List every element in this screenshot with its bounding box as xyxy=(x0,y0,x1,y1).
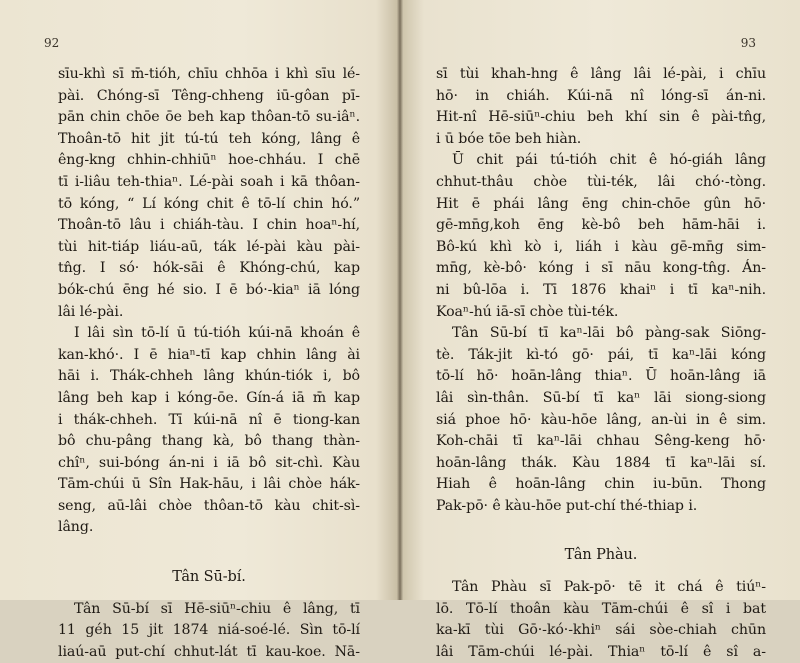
text-line: lâng beh kap i kóng-ōe. Gín-á iā m̄ kap xyxy=(58,389,360,406)
text-line: bô chu-pâng thang kà, bô thang thàn- xyxy=(58,433,360,450)
text-line: tùi hit-tiáp liáu-aū, ták lé-pài kàu pài- xyxy=(58,238,360,255)
text-line: lâi lé-pài. xyxy=(58,303,124,320)
section-heading: Tân Phàu. xyxy=(564,547,638,564)
text-line: lâi Tām-chúi lé-pài. Thiaⁿ tō-lí ê sî a- xyxy=(436,643,766,660)
text-line: tō kóng, “ Lí kóng chit ê tō-lí chin hó.” xyxy=(58,195,360,212)
spacer xyxy=(436,517,766,529)
text-line: tō-lí hō· hoān-lâng thiaⁿ. Ū hoān-lâng iā xyxy=(436,368,766,385)
text-line: tn̂g. I só· hók-sāi ê Khóng-chú, kap xyxy=(58,260,360,277)
right-page-text xyxy=(436,64,766,663)
section-heading: Tân Sū-bí. xyxy=(172,569,246,586)
page-number-left: 92 xyxy=(44,36,60,50)
text-line: Hit-nî Hē-siūⁿ-chiu beh khí sin ê pài-tn̂g, xyxy=(436,109,766,126)
text-line: Koaⁿ-hú iā-sī chòe tùi-ték. xyxy=(436,303,619,320)
text-line: seng, aū-lâi chòe thôan-tō kàu chit-sì- xyxy=(58,497,360,514)
text-line: gē-mn̄g,koh ēng kè-bô beh hām-hāi i. xyxy=(436,217,766,234)
text-line: Pak-pō· ê kàu-hōe put-chí thé-thiap i. xyxy=(436,497,698,514)
text-line: Ū chit pái tú-tióh chit ê hó-giáh lâng xyxy=(452,152,766,169)
text-line: Tân Phàu sī Pak-pō· tē it chá ê tiúⁿ- xyxy=(452,579,766,596)
spacer xyxy=(58,539,360,551)
text-line: tī i-liâu teh-thiaⁿ. Lé-pài soah i kā thôan- xyxy=(58,173,360,190)
text-line: Bô-kú khì kò i, liáh i kàu gē-mn̄g sim- xyxy=(436,238,766,255)
text-line: hō· in chiáh. Kúi-nā nî lóng-sī án-ni. xyxy=(436,87,766,104)
text-line: Tân Sū-bí tī kaⁿ-lāi bô pàng-sak Siōng- xyxy=(452,325,766,342)
text-line: ka-kī tùi Gō·-kó·-khiⁿ sái sòe-chiah chūn xyxy=(436,622,766,639)
text-line: tè. Ták-ji̍t kì-tó gō· pái, tī kaⁿ-lāi kóng xyxy=(436,346,766,363)
text-line: mn̄g, kè-bô· kóng i sī nāu kong-tn̂g. Án- xyxy=(436,260,766,277)
text-line: liaú-aū put-chí chhut-lát tī kau-koe. Nā- xyxy=(58,643,360,660)
text-line: lâi sìn-thân. Sū-bí tī kaⁿ lāi siong-siong xyxy=(436,389,766,406)
text-line: i thák-chheh. Tī kúi-nā nî ē tiong-kan xyxy=(58,411,360,428)
text-line: hāi i. Thák-chheh lâng khún-tiók i, bô xyxy=(58,368,360,385)
text-line: chhut-thâu chòe tùi-ték, lâi chó·-tòng. xyxy=(436,173,766,190)
text-line: Hit ē phái lâng ēng chin-chōe gûn hō· xyxy=(436,195,766,212)
text-line: Thoân-tō hit ji̍t tú-tú teh kóng, lâng ê xyxy=(58,130,360,147)
text-line: i ū bóe tōe beh hiàn. xyxy=(436,130,582,147)
right-page xyxy=(402,0,800,660)
text-line: lō. Tō-lí thoân kàu Tām-chúi ê sî i bat xyxy=(436,600,766,617)
text-line: lâng. xyxy=(58,519,94,536)
text-line: êng-kng chhin-chhiūⁿ hoe-chháu. I chē xyxy=(58,152,360,169)
text-line: hoān-lâng thák. Kàu 1884 tī kaⁿ-lāi sí. xyxy=(436,454,766,471)
text-line: siá phoe hō· kàu-hōe lâng, an-ùi in ê sim. xyxy=(436,411,766,428)
left-page-text xyxy=(58,64,360,663)
text-line: Hiah ê hoān-lâng chin iu-būn. Thong xyxy=(436,476,766,493)
text-line: ni bû-lōa i. Tī 1876 khaiⁿ i tī kaⁿ-nih. xyxy=(436,281,766,298)
text-line: Tân Sū-bí sī Hē-siūⁿ-chiu ê lâng, tī xyxy=(74,600,360,617)
text-line: chîⁿ, sui-bóng án-ni i iā bô sit-chì. Kàu xyxy=(58,454,360,471)
text-line: Koh-chāi tī kaⁿ-lāi chhau Sêng-keng hō· xyxy=(436,433,766,450)
text-line: bók-chú ēng hé sio. I ē bó·-kiaⁿ iā lóng xyxy=(58,281,360,298)
text-line: Tām-chúi ū Sîn Hak-hāu, i lâi chòe hák- xyxy=(58,476,360,493)
page-number-right: 93 xyxy=(740,36,756,50)
left-page xyxy=(0,0,398,660)
text-line: sīu-khì sī m̄-tióh, chīu chhōa i khì sīu lé- xyxy=(58,66,360,82)
text-line: kan-khó·. I ē hiaⁿ-tī kap chhin lâng ài xyxy=(58,346,360,363)
text-line: sī tùi khah-hng ê lâng lâi lé-pài, i chīu xyxy=(436,66,766,82)
text-line: Thoân-tō lâu i chiáh-tàu. I chin hoaⁿ-hí, xyxy=(58,217,360,234)
text-line: 11 géh 15 ji̍t 1874 niá-soé-lé. Sìn tō-lí xyxy=(58,622,360,639)
text-line: pān chin chōe ōe beh kap thôan-tō su-iâⁿ. xyxy=(58,109,360,126)
text-line: pài. Chóng-sī Têng-chheng iū-gôan pī- xyxy=(58,87,360,104)
text-line: I lâi sìn tō-lí ū tú-tióh kúi-nā khoán ê xyxy=(74,325,360,342)
